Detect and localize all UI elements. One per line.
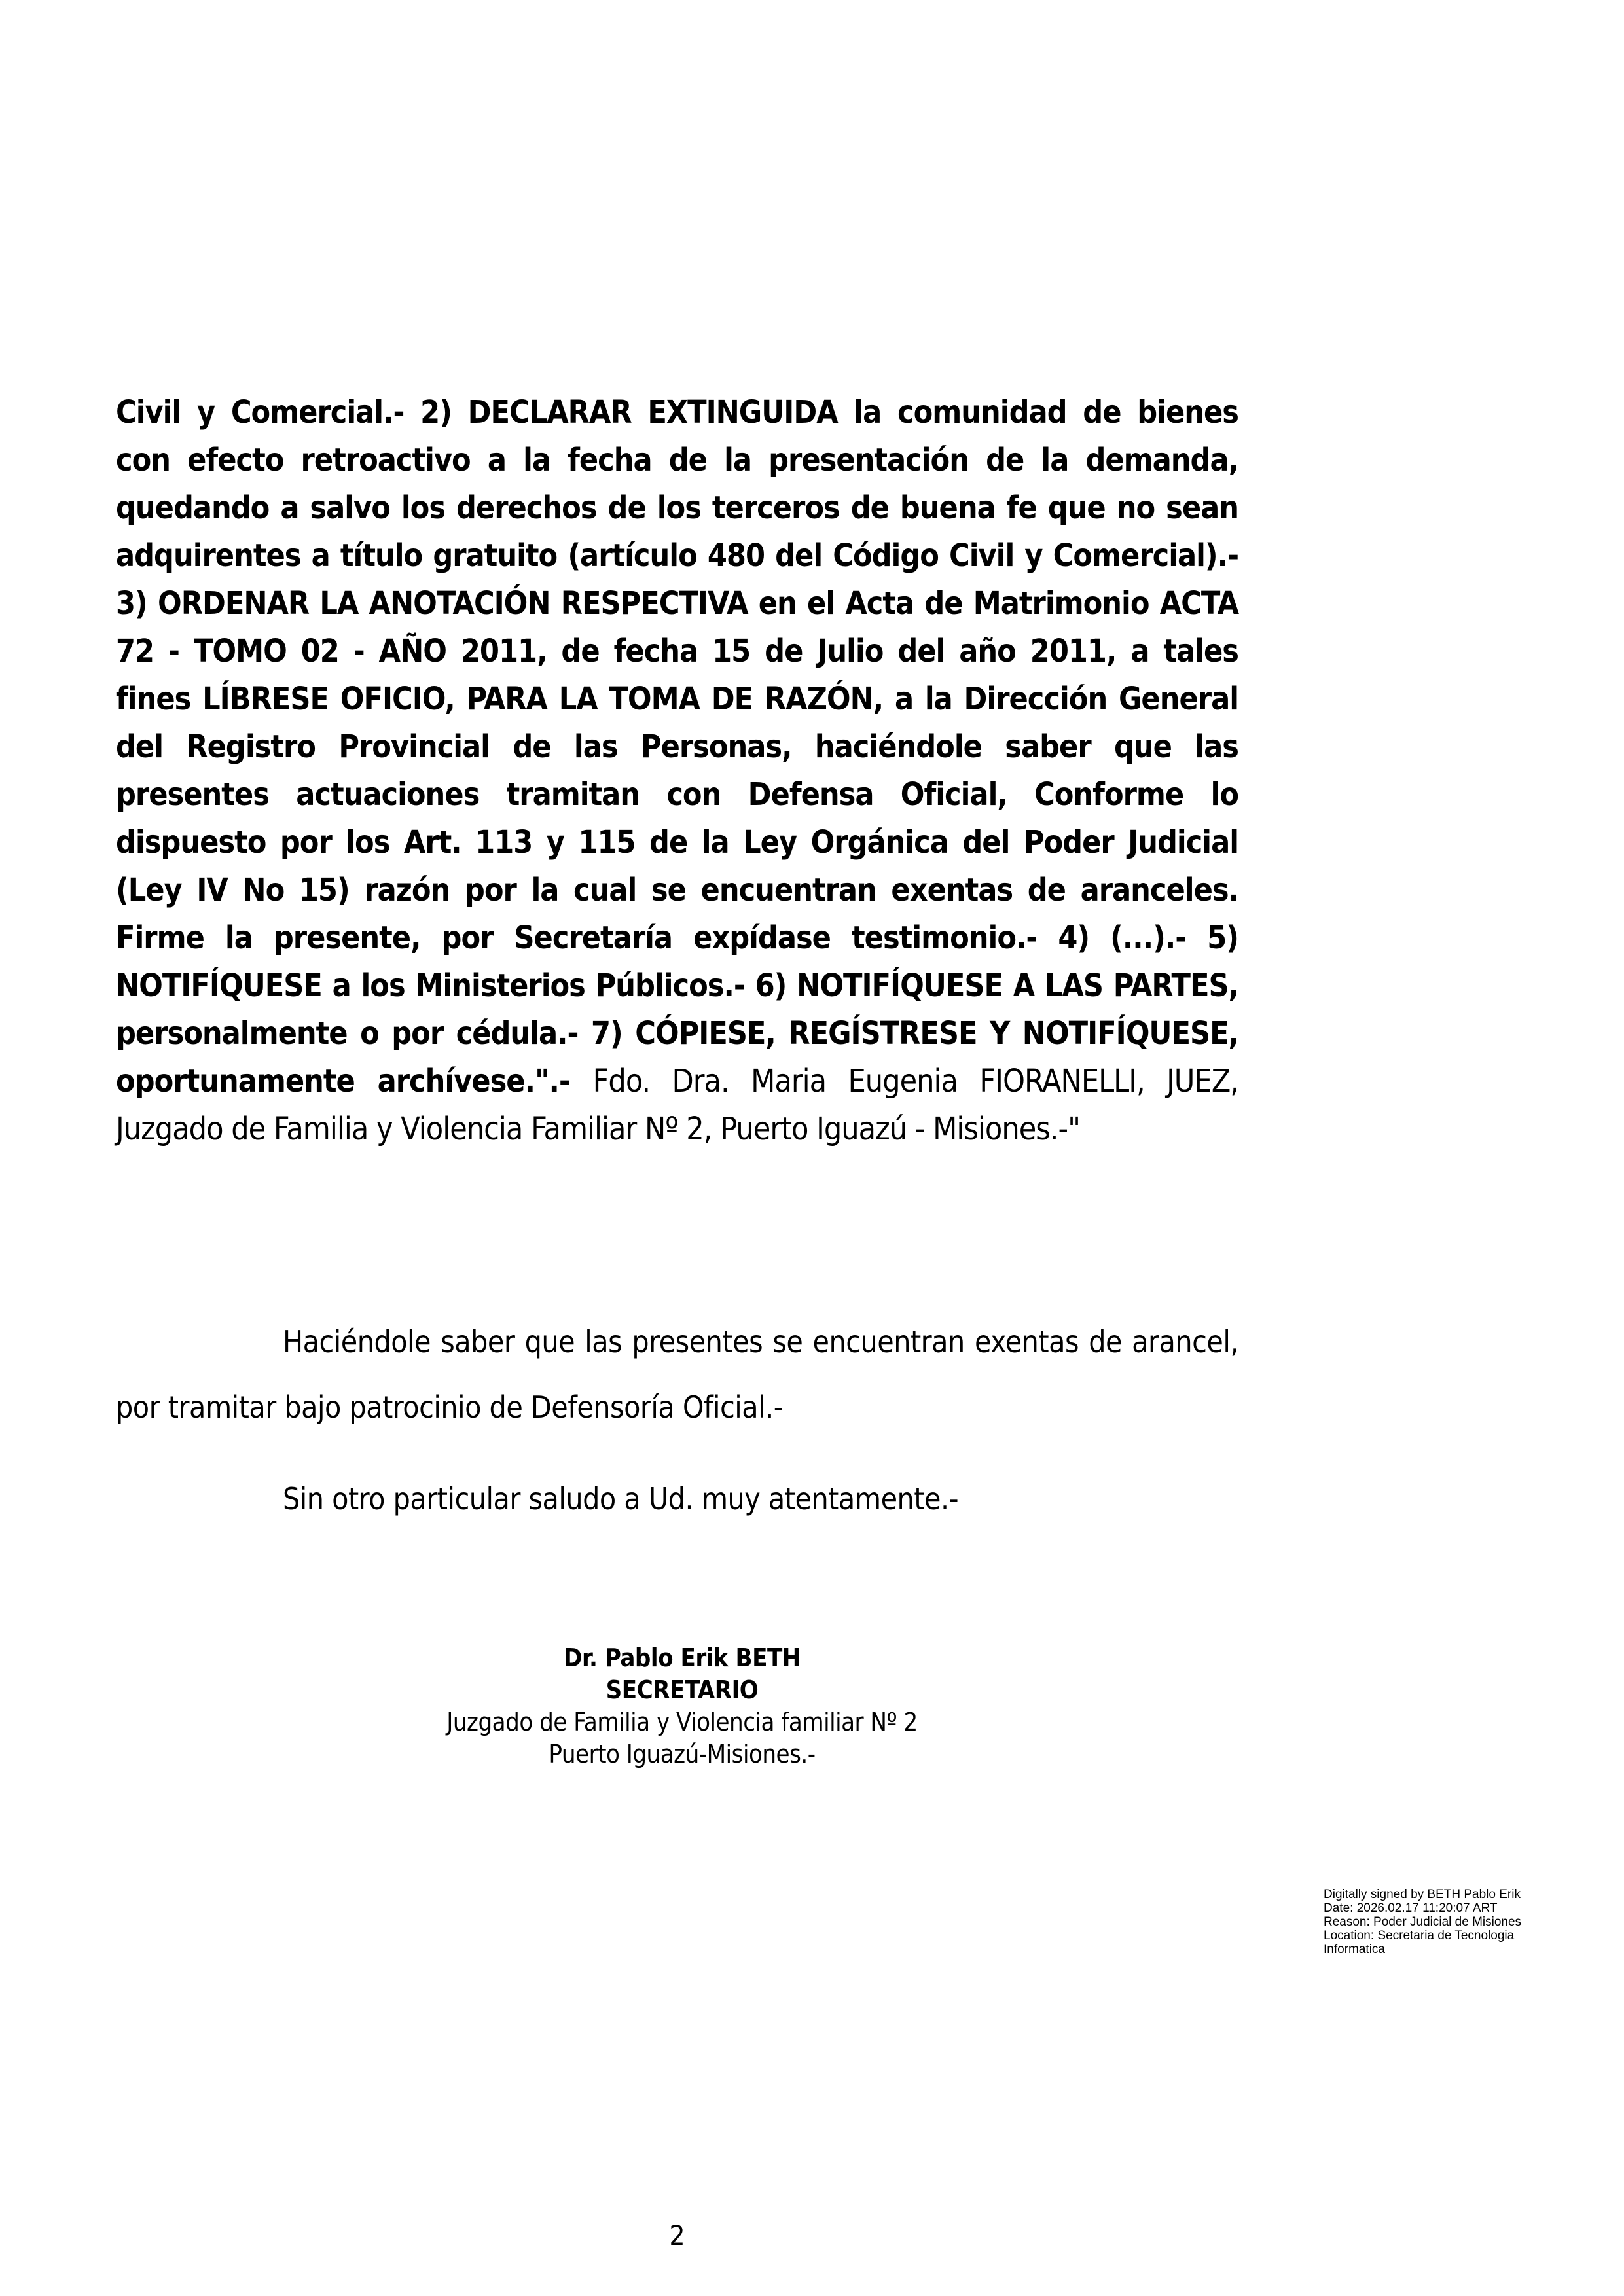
body-paragraph-fee-exemption-notice: Haciéndole saber que las presentes se encuentran exentas de arancel, por tramitar bajo patrocinio de Defensoría Oficial.- bbox=[116, 1324, 1238, 1425]
signatory-court: Juzgado de Familia y Violencia familiar Nº 2 bbox=[446, 1708, 918, 1736]
digital-signature-date: Date: 2026.02.17 11:20:07 ART bbox=[1324, 1901, 1498, 1915]
closing-text-column bbox=[116, 1309, 1238, 1532]
signature-block bbox=[116, 1642, 1248, 1770]
digital-signature-signed-by: Digitally signed by BETH Pablo Erik bbox=[1324, 1888, 1521, 1901]
digital-signature-location: Location: Secretaria de Tecnologia Informatica bbox=[1324, 1929, 1515, 1956]
signatory-name: Dr. Pablo Erik BETH bbox=[564, 1643, 801, 1672]
digital-signature-stamp bbox=[1324, 1888, 1556, 1956]
resolution-signed-by-regular-text: Fdo. Dra. Maria Eugenia FIORANELLI, JUEZ, Juzgado de Familia y Violencia Familiar Nº 2, Puerto Iguazú - Misiones.-" bbox=[116, 1063, 1238, 1147]
body-paragraph-salutation: Sin otro particular saludo a Ud. muy atentamente.- bbox=[283, 1481, 959, 1516]
signatory-location: Puerto Iguazú-Misiones.- bbox=[549, 1740, 816, 1768]
main-text-column bbox=[116, 389, 1238, 1153]
signatory-title: SECRETARIO bbox=[605, 1676, 759, 1704]
digital-signature-reason: Reason: Poder Judicial de Misiones bbox=[1324, 1915, 1522, 1929]
body-paragraph-resolution bbox=[116, 389, 1238, 1153]
page-number: 2 bbox=[669, 2219, 685, 2251]
resolution-ruling-bold-text: Civil y Comercial.- 2) DECLARAR EXTINGUIDA la comunidad de bienes con efecto retroactivo a la fecha de la presentación de la demanda, quedando a salvo los derechos de los terceros de buena fe que no sean adquirentes a título gratuito (artículo 480 del Código Civil y Comercial).- 3) ORDENAR LA ANOTACIÓN RESPECTIVA en el Acta de Matrimonio ACTA 72 - TOMO 02 - AÑO 2011, de fecha 15 de Julio del año 2011, a tales fines LÍBRESE OFICIO, PARA LA TOMA DE RAZÓN, a la Dirección General del Registro Provincial de las Personas, haciéndole saber que las presentes actuaciones tramitan con Defensa Oficial, Conforme lo dispuesto por los Art. 113 y 115 de la Ley Orgánica del Poder Judicial (Ley IV No 15) razón por la cual se encuentran exentas de aranceles. Firme la presente, por Secretaría expídase testimonio.- 4) (...).- 5) NOTIFÍQUESE a los Ministerios Públicos.- 6) NOTIFÍQUESE A LAS PARTES, personalmente o por cédula.- 7) CÓPIESE, REGÍSTRESE Y NOTIFÍQUESE, oportunamente archívese.".- bbox=[116, 394, 1238, 1100]
